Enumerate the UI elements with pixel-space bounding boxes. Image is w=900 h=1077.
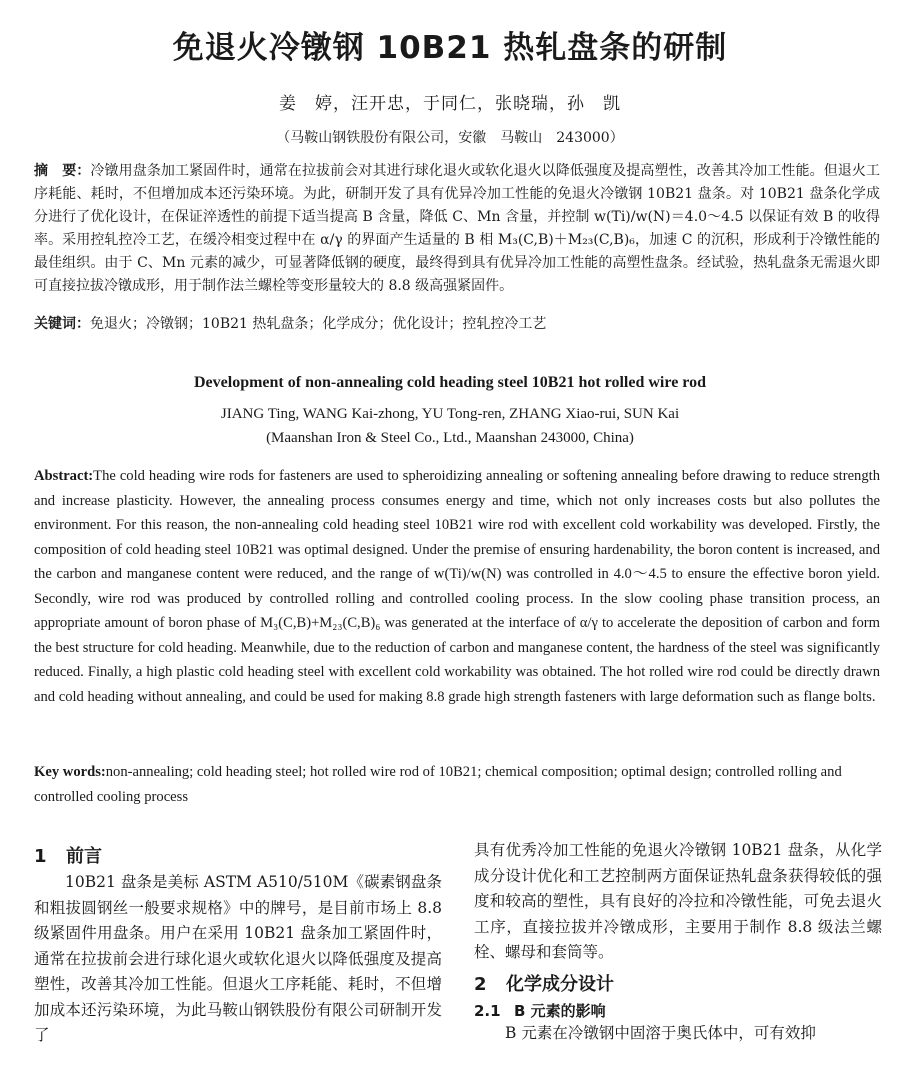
section-heading-1: [34, 842, 442, 868]
abstract-cn-label: 摘 要：: [34, 163, 91, 179]
body-column-right: [474, 838, 882, 1046]
keywords-en: [34, 760, 880, 809]
section-heading-2: [474, 970, 882, 996]
body-paragraph: B 元素在冷镦钢中固溶于奥氏体中，可有效抑: [505, 1023, 816, 1042]
keywords-cn-label: 关键词：: [34, 316, 90, 332]
keywords-cn: [34, 313, 880, 336]
section-title: 化学成分设计: [506, 973, 614, 995]
affiliation-cn: （马鞍山钢铁股份有限公司，安徽 马鞍山 243000）: [276, 130, 624, 146]
subsection-heading-2-1: [474, 1000, 882, 1021]
abstract-cn-text: 冷镦用盘条加工紧固件时，通常在拉拔前会对其进行球化退火或软化退火以降低强度及提高塑性，改善其冷加工性能。但退火工序耗能、耗时，不但增加成本还污染环境。为此，研制开发了具有优异冷加工性能的免退火冷镦钢 10B21 盘条。对 10B21 盘条化学成分进行了优化设计，在保证淬透性的前提下适当提高 B 含量，降低 C、Mn 含量，并控制 w(Ti)/w(N)＝4.0～4.5 以保证有效 B 的收得率。采用控轧控冷工艺，在缓冷相变过程中在 α/γ 的界面产生适量的 B 相 M₃(C,B)＋M₂₃(C,B)₆，加速 C 的沉积，形成利于冷镦性能的最佳组织。由于 C、Mn 元素的减少，可显著降低钢的硬度，最终得到具有优异冷加工性能的高塑性盘条。经试验，热轧盘条无需退火即可直接拉拔冷镦成形，用于制作法兰螺栓等变形量较大的 8.8 级高强紧固件。: [34, 163, 881, 294]
section-number: 1: [34, 846, 47, 867]
keywords-en-label: Key words:: [34, 764, 106, 780]
authors-cn: 姜 婷，汪开忠，于同仁，张晓瑞，孙 凯: [279, 94, 621, 114]
section-title: 前言: [66, 846, 102, 867]
page-title-en: Development of non-annealing cold heading steel 10B21 hot rolled wire rod: [193, 374, 706, 391]
abstract-en-label: Abstract:: [34, 468, 94, 484]
authors-en: JIANG Ting, WANG Kai-zhong, YU Tong-ren, ZHANG Xiao-rui, SUN Kai: [220, 406, 680, 422]
body-paragraph: 具有优秀冷加工性能的免退火冷镦钢 10B21 盘条，从化学成分设计优化和工艺控制两方面保证热轧盘条获得较低的强度和较高的塑性，具有良好的冷拉和冷镦性能，可免去退火工序，直接拉拔并冷镦成形，主要用于制作 8.8 级法兰螺栓、螺母和套筒等。: [474, 841, 882, 961]
keywords-en-text: non-annealing; cold heading steel; hot rolled wire rod of 10B21; chemical composition; optimal design; controlled rolling and controlled cooling process: [34, 764, 842, 805]
body-column-left: [34, 838, 442, 1049]
subsection-title: B 元素的影响: [514, 1001, 606, 1020]
body-paragraph: 10B21 盘条是美标 ASTM A510/510M《碳素钢盘条和粗拔圆钢丝一般要求规格》中的牌号，是目前市场上 8.8 级紧固件用盘条。用户在采用 10B21 盘条加工紧固件时，通常在拉拔前会进行球化退火或软化退火以降低强度及提高塑性，改善其冷加工性能。但退火工序耗能、耗时，不但增加成本还污染环境，为此马鞍山钢铁股份有限公司研制开发了: [34, 873, 442, 1044]
abstract-en-text: The cold heading wire rods for fasteners are used to spheroidizing annealing or softening annealing before drawing to reduce strength and increase plasticity. However, the annealing process consumes energy and time, which not only increases costs but also pollutes the environment. For this reason, the non-annealing cold heading steel 10B21 wire rod with excellent cold workability was developed. Firstly, the composition of cold heading steel 10B21 was optimal designed. Under the premise of ensuring hardenability, the boron content is increased, and the carbon and manganese content were reduced, and the range of w(Ti)/w(N) was controlled in 4.0～4.5 to ensure the effective boron yield. Secondly, wire rod was produced by controlled rolling and controlled cooling process. In the slow cooling phase transition process, an appropriate amount of boron phase of M₃(C,B)+M₂₃(C,B)₆ was generated at the interface of α/γ to accelerate the deposition of carbon and form the best structure for cold heading. Meanwhile, due to the reduction of carbon and manganese content, the hardness of the steel was significantly reduced. Finally, a high plastic cold heading steel with excellent cold workability was obtained. The hot rolled wire rod could be directly drawn and cold heading without annealing, and could be used for making 8.8 grade high strength fasteners with large deformation such as flange bolts.: [34, 468, 880, 705]
subsection-number: 2.1: [474, 1001, 501, 1020]
abstract-cn: [34, 160, 880, 298]
keywords-cn-text: 免退火；冷镦钢；10B21 热轧盘条；化学成分；优化设计；控轧控冷工艺: [90, 316, 547, 332]
page-title-cn: 免退火冷镦钢 10B21 热轧盘条的研制: [172, 30, 728, 66]
abstract-en: [34, 464, 880, 709]
affiliation-en: (Maanshan Iron & Steel Co., Ltd., Maanshan 243000, China): [266, 430, 634, 446]
section-number: 2: [474, 973, 487, 995]
